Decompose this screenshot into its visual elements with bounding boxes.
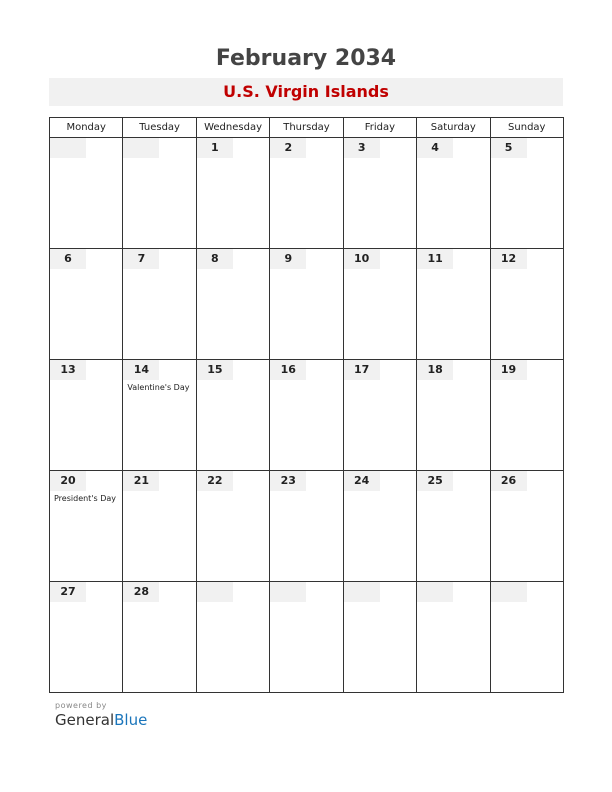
day-number: 24 [354,474,370,487]
day-cell[interactable] [417,471,490,582]
day-cell[interactable] [417,138,490,249]
day-number [491,582,527,602]
footer [55,701,147,729]
day-number [50,138,86,158]
day-number: 21 [133,474,150,487]
day-cell[interactable] [123,471,196,582]
day-cell[interactable] [270,471,343,582]
day-number: 12 [500,252,517,265]
day-cell[interactable] [50,471,123,582]
week-row [50,249,564,360]
day-cell[interactable] [50,360,123,471]
day-cell[interactable] [123,360,196,471]
day-cell[interactable] [123,138,196,249]
brand-logo[interactable] [55,711,147,729]
weekday-tuesday: Tuesday [123,118,196,138]
day-cell[interactable] [50,582,123,693]
day-number: 22 [207,474,223,487]
day-cell[interactable] [490,360,563,471]
weekday-sunday: Sunday [490,118,563,138]
weekday-friday: Friday [343,118,416,138]
day-number: 14 [133,363,150,376]
week-row [50,138,564,249]
day-number: 20 [60,474,76,487]
day-number: 7 [137,252,146,265]
calendar-grid [49,117,564,693]
week-row [50,360,564,471]
day-cell[interactable] [270,138,343,249]
powered-by-text: powered by [55,701,107,710]
weekday-thursday: Thursday [270,118,343,138]
day-cell[interactable] [123,582,196,693]
weekday-saturday: Saturday [417,118,490,138]
day-cell[interactable] [196,138,269,249]
day-cell[interactable] [50,249,123,360]
day-number: 11 [427,252,443,265]
day-number: 2 [284,141,293,154]
day-cell[interactable] [270,582,343,693]
day-cell[interactable] [196,582,269,693]
day-number: 13 [60,363,76,376]
weekday-wednesday: Wednesday [196,118,269,138]
day-number [270,582,306,602]
day-number: 6 [64,252,72,265]
day-cell[interactable] [490,249,563,360]
region-banner [49,78,563,106]
day-cell[interactable] [417,249,490,360]
day-number: 8 [211,252,219,265]
weekday-header-row [50,118,564,138]
day-number: 1 [211,141,219,154]
weekday-monday: Monday [50,118,123,138]
day-number: 26 [500,474,517,487]
day-cell[interactable] [343,471,416,582]
day-cell[interactable] [270,249,343,360]
day-number: 15 [207,363,223,376]
day-number: 4 [431,141,439,154]
region-name: U.S. Virgin Islands [223,82,389,101]
day-number [123,138,159,158]
day-cell[interactable] [196,360,269,471]
week-row [50,471,564,582]
day-number [197,582,233,602]
day-number: 19 [500,363,517,376]
day-number: 17 [354,363,370,376]
day-cell[interactable] [417,360,490,471]
week-row [50,582,564,693]
day-cell[interactable] [490,471,563,582]
day-number: 9 [284,252,293,265]
day-number: 16 [280,363,296,376]
day-number: 28 [133,585,150,598]
page-title: February 2034 [215,46,397,71]
day-cell[interactable] [196,249,269,360]
day-number [417,582,453,602]
day-cell[interactable] [490,138,563,249]
brand-general-text: General [55,711,115,729]
day-cell[interactable] [490,582,563,693]
day-number: 5 [504,141,513,154]
day-cell[interactable] [343,582,416,693]
brand-blue-text: Blue [114,711,148,729]
day-number: 3 [357,141,366,154]
holiday-label: Valentine's Day [127,383,190,392]
day-number: 23 [280,474,296,487]
day-number [344,582,380,602]
holiday-label: President's Day [54,494,117,503]
day-number: 27 [60,585,76,598]
day-cell[interactable] [417,582,490,693]
day-cell[interactable] [123,249,196,360]
day-cell[interactable] [343,138,416,249]
day-cell[interactable] [343,249,416,360]
day-cell[interactable] [50,138,123,249]
day-cell[interactable] [196,471,269,582]
day-number: 10 [354,252,370,265]
day-number: 18 [427,363,443,376]
day-cell[interactable] [343,360,416,471]
day-number: 25 [427,474,443,487]
day-cell[interactable] [270,360,343,471]
